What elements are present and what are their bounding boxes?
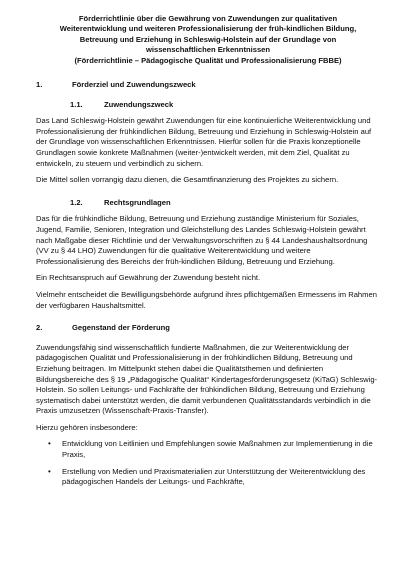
list-item (48, 439, 380, 460)
title-line: wissenschaftlichen Erkenntnissen (145, 45, 271, 55)
title-line: Betreuung und Erziehung in Schleswig-Holstein auf der Grundlage von (79, 34, 337, 44)
title-line: Weiterentwicklung und weiteren Professionalisierung der früh-kindlichen Bildung, (59, 24, 357, 34)
list-item (48, 467, 380, 488)
section-number: 2. (36, 323, 43, 333)
document-page (36, 14, 380, 494)
paragraph: Die Mittel sollen vorrangig dazu dienen, die Gesamtfinanzierung des Projektes zu sichern. (36, 175, 339, 185)
section-heading-1 (36, 80, 380, 91)
paragraph: Zuwendungsfähig sind wissenschaftlich fundierte Maßnahmen, die zur Weiterentwicklung der pädagogischen Qualität und Professionalisierung in der frühkindlichen Bildung, Betreuung und Erziehung beitragen. Im Mittelpunkt stehen dabei die Qualitätsthemen und definierten Bildungsbereiche des § 19 „Pädagogische Qualität“ Kindertagesförderungsgesetz (KiTaG) Schleswig-Holstein. So sollen Leitungs- und Fachkräfte der frühkindlichen Bildung, Betreuung und Erziehung systematisch dabei unterstützt werden, die damit verbundenen Qualitätsstandards verbindlich in die Praxis umzusetzen (Wissenschaft-Praxis-Transfer). (36, 342, 378, 416)
section-title: Gegenstand der Förderung (72, 323, 170, 333)
paragraph: Vielmehr entscheidet die Bewilligungsbehörde aufgrund ihres pflichtgemäßen Ermessens im Rahmen der verfügbaren Haushaltsmittel. (36, 289, 377, 310)
document-title (36, 14, 380, 66)
paragraph: Das Land Schleswig-Holstein gewährt Zuwendungen für eine kontinuierliche Weiterentwicklung und Professionalisierung der frühkindlichen Bildung, Betreuung und Erziehung in Schleswig-Holstein auf der Grundlage von wissenschaftlichen Erkenntnissen. Hierfür sollen für die Praxis konzeptionelle Grundlagen sowie konkrete Maßnahmen (weiter-)entwickelt werden, mit dem Ziel, Qualität zu entwickeln, zu steuern und verbindlich zu sichern. (36, 116, 372, 168)
paragraph: Hierzu gehören insbesondere: (36, 422, 138, 432)
subsection-title: Zuwendungszweck (104, 99, 174, 109)
bullet-list (36, 439, 380, 487)
subsection-number: 1.1. (70, 99, 83, 109)
subsection-heading-1-1 (70, 100, 380, 111)
bullet-icon: • (48, 439, 51, 449)
paragraph: Ein Rechtsanspruch auf Gewährung der Zuwendung besteht nicht. (36, 273, 261, 283)
paragraph: Das für die frühkindliche Bildung, Betreuung und Erziehung zuständige Ministerium für Soziales, Jugend, Familie, Senioren, Integration und Gleichstellung des Landes Schleswig-Holstein gewährt nach Maßgabe dieser Richtlinie und der Verwaltungsvorschriften zu § 44 Landeshaushaltsordnung (VV zu § 44 LHO) Zuwendungen für die qualitative Weiterentwicklung und weitere Professionalisierung des Bereichs der früh-kindlichen Bildung, Betreuung und Erziehung. (36, 214, 368, 266)
subsection-heading-1-2 (70, 198, 380, 209)
list-item-text: Entwicklung von Leitlinien und Empfehlungen sowie Maßnahmen zur Implementierung in die Praxis, (62, 439, 373, 460)
subsection-number: 1.2. (70, 197, 83, 207)
bullet-icon: • (48, 466, 51, 476)
list-item-text: Erstellung von Medien und Praxismaterialien zur Unterstützung der Weiterentwicklung des pädagogischen Handels der Leitungs- und Fachkräfte, (62, 466, 366, 487)
section-title: Förderziel und Zuwendungszweck (72, 80, 196, 90)
subsection-title: Rechtsgrundlagen (104, 197, 171, 207)
title-line: (Förderrichtlinie – Pädagogische Qualität und Professionalisierung FBBE) (74, 55, 342, 65)
section-heading-2 (36, 323, 380, 334)
section-number: 1. (36, 80, 43, 90)
title-line: Förderrichtlinie über die Gewährung von Zuwendungen zur qualitativen (78, 14, 338, 23)
